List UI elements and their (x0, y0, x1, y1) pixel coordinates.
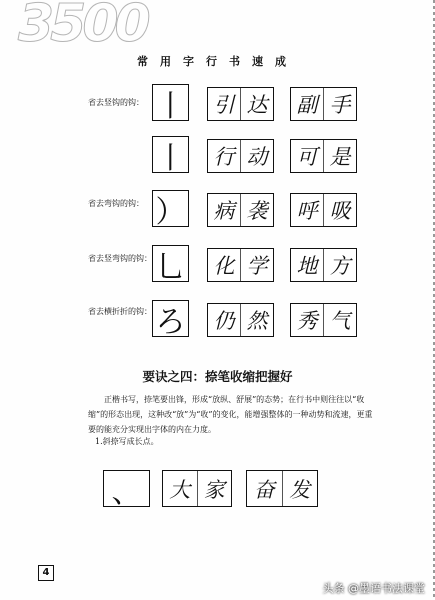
row-label: 省去竖钩的钩： (88, 98, 144, 107)
stroke-glyph: 丨 (155, 88, 186, 124)
char-cell: 大 (169, 477, 191, 502)
row-label: 省去弯钩的钩： (88, 199, 144, 208)
stroke-glyph: 乚 (155, 249, 186, 285)
section-title: 要诀之四：捺笔收缩把握好 (142, 369, 293, 384)
row-label: 省去竖弯钩的钩： (88, 254, 152, 263)
char-cell: 达 (240, 88, 273, 120)
char-pair (246, 470, 318, 507)
stroke-box (152, 190, 189, 230)
char-cell: 行 (213, 145, 235, 169)
char-pair (290, 139, 357, 173)
char-cell: 秀 (296, 309, 318, 333)
char-cell: 化 (213, 254, 235, 278)
char-cell: 气 (323, 304, 356, 336)
char-cell: 动 (240, 140, 273, 172)
char-pair (207, 139, 274, 173)
stroke-glyph: ） (155, 194, 186, 230)
char-pair (207, 303, 274, 337)
char-cell: 呼 (296, 199, 318, 223)
watermark: 头条 @墨语书法课堂 (322, 582, 425, 595)
row-label: 省去横折折的钩： (88, 307, 152, 316)
stroke-glyph: 丨 (155, 140, 186, 176)
char-cell: 家 (197, 471, 232, 506)
char-pair (162, 470, 232, 507)
char-cell: 发 (282, 471, 318, 506)
char-cell: 副 (296, 93, 318, 117)
stroke-box (152, 245, 189, 285)
stroke-box (103, 470, 150, 510)
book-title: 常用字行书速成 (137, 55, 298, 68)
char-cell: 可 (296, 145, 318, 169)
char-pair (290, 248, 357, 282)
char-cell: 手 (323, 88, 356, 120)
char-cell: 方 (323, 249, 356, 281)
char-cell: 是 (323, 140, 356, 172)
series-number: 3500 (18, 0, 147, 54)
stroke-glyph: ろ (155, 304, 186, 340)
section-paragraph: 正楷书写，捺笔要出锋，形成“放纵、舒展”的态势；在行书中则往往以“收缩”的形态出现，这种改“放”为“收”的变化，能增强整体的一种动势和流速，更重要的能充分实现出字体的内在力度。 (88, 395, 373, 434)
char-cell: 吸 (323, 194, 356, 226)
subheading: 1.斜捺写成长点。 (95, 437, 159, 446)
char-cell: 奋 (253, 477, 275, 502)
char-cell: 仍 (213, 309, 235, 333)
char-pair (207, 87, 274, 121)
char-cell: 地 (296, 254, 318, 278)
char-pair (207, 248, 274, 282)
char-cell: 然 (240, 304, 273, 336)
char-cell: 引 (213, 93, 235, 117)
char-cell: 学 (240, 249, 273, 281)
stroke-box (152, 136, 189, 176)
stroke-box (152, 84, 189, 124)
stroke-box (152, 300, 189, 340)
char-pair (290, 303, 357, 337)
char-pair (290, 87, 357, 121)
page-number: 4 (38, 565, 54, 581)
char-cell: 病 (213, 199, 235, 223)
char-pair (207, 193, 274, 227)
char-pair (290, 193, 357, 227)
stroke-glyph: 、 (111, 474, 142, 510)
char-cell: 袭 (240, 194, 273, 226)
